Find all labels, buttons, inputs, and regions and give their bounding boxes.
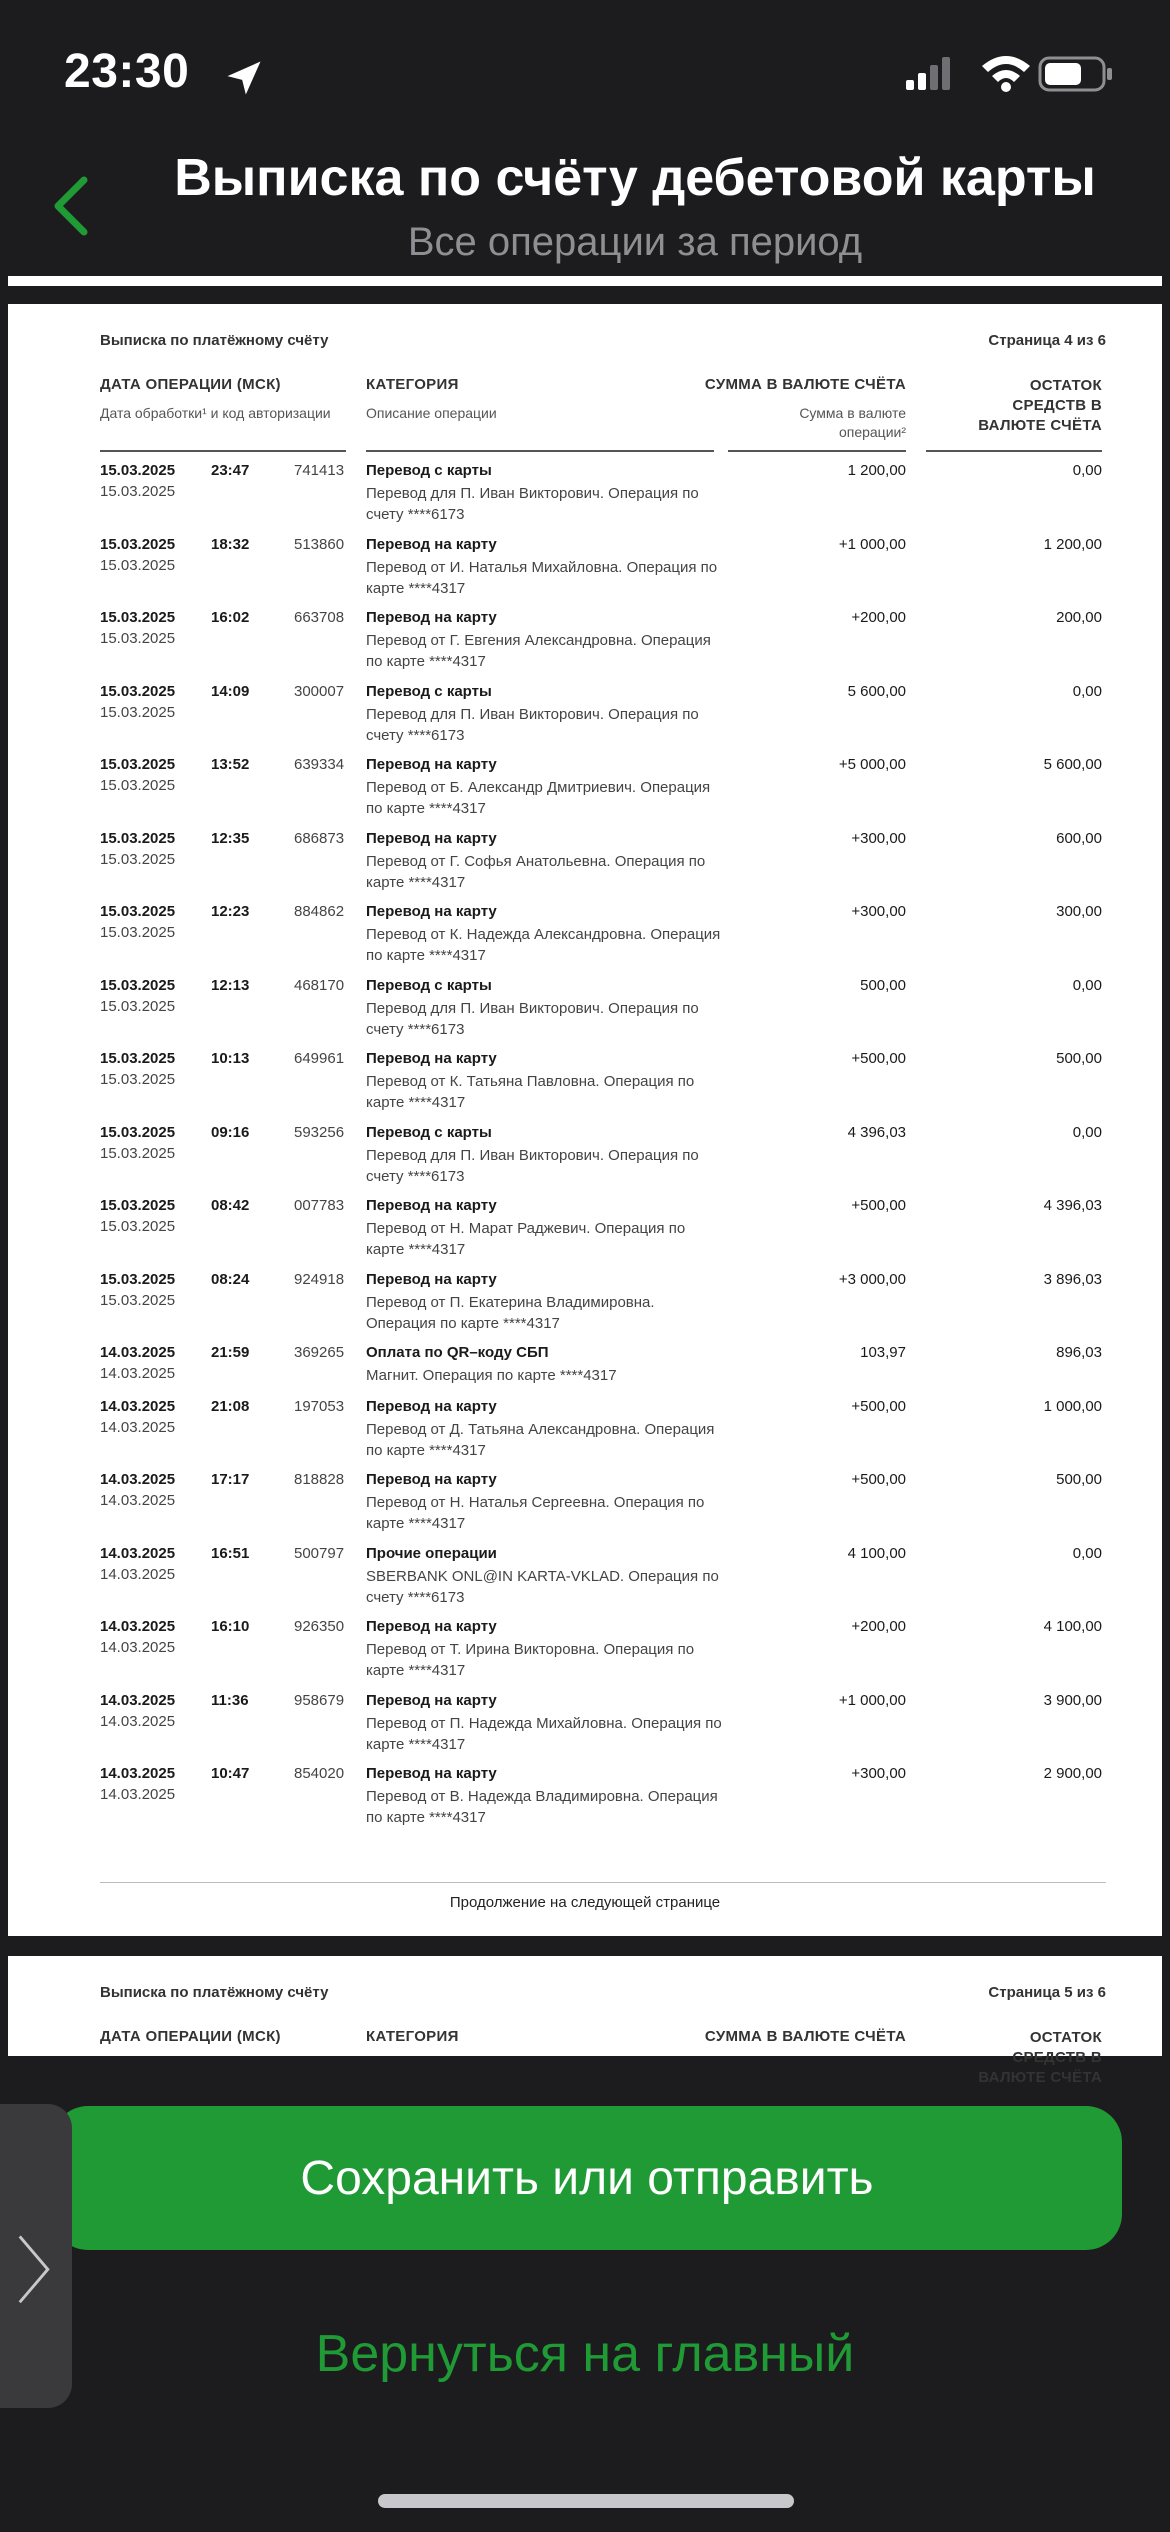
row-description: Перевод от Г. Софья Анатольевна. Операция по карте ****4317: [366, 852, 706, 891]
transaction-row: [8, 1050, 1162, 1124]
transaction-row: [8, 1692, 1162, 1766]
row-category: Перевод с карты: [366, 462, 492, 479]
row-category: Перевод на карту: [366, 609, 497, 626]
row-process-date: 15.03.2025: [100, 850, 176, 868]
row-time: 13:52: [211, 756, 250, 773]
row-time: 23:47: [211, 462, 250, 479]
status-time: 23:30: [64, 45, 190, 98]
save-or-send-button[interactable]: Сохранить или отправить: [52, 2106, 1122, 2250]
row-description: Перевод для П. Иван Викторович. Операция по счету ****6173: [366, 485, 699, 523]
row-category: Перевод на карту: [366, 1397, 497, 1415]
row-description: Перевод от Г. Евгения Александровна. Операция по карте ****4317: [366, 632, 711, 670]
row-amount: +500,00: [851, 1050, 906, 1067]
page-subtitle: Все операции за период: [407, 220, 863, 264]
row-auth-code: 639334: [294, 756, 345, 773]
home-indicator[interactable]: [378, 2494, 794, 2508]
row-amount: +300,00: [851, 903, 906, 920]
row-time: 16:51: [211, 1544, 250, 1562]
row-time: 16:10: [211, 1618, 250, 1635]
row-time: 12:23: [211, 903, 250, 920]
row-time: 10:13: [211, 1050, 250, 1067]
row-time: 16:02: [211, 609, 250, 626]
transaction-row: [8, 903, 1162, 977]
row-description: Перевод от П. Екатерина Владимировна. Операция по карте ****4317: [366, 1293, 655, 1332]
row-description: Магнит. Операция по карте ****4317: [366, 1367, 617, 1384]
row-auth-code: 468170: [294, 976, 345, 994]
row-category: Перевод с карты: [366, 682, 492, 700]
row-auth-code: 854020: [294, 1765, 345, 1782]
row-date: 14.03.2025: [100, 1471, 176, 1488]
row-description: Перевод от К. Надежда Александровна. Операция по карте ****4317: [366, 926, 721, 964]
doc2-page-number: Страница 5 из 6: [988, 1984, 1106, 2001]
row-balance: 0,00: [1072, 1544, 1102, 1562]
col-rule-balance: [926, 450, 1102, 452]
row-amount: +1 000,00: [838, 535, 906, 553]
col-subheader-date: Дата обработки¹ и код авторизации: [100, 405, 331, 421]
row-auth-code: 649961: [294, 1050, 345, 1067]
row-balance: 0,00: [1072, 976, 1102, 994]
back-to-home-link[interactable]: Вернуться на главный: [315, 2325, 855, 2383]
row-time: 11:36: [211, 1691, 249, 1709]
row-process-date: 14.03.2025: [100, 1365, 176, 1382]
row-category: Перевод на карту: [366, 1050, 497, 1067]
transaction-row: [8, 1765, 1162, 1839]
row-process-date: 15.03.2025: [100, 483, 176, 500]
row-time: 14:09: [211, 682, 250, 700]
battery-icon: [1038, 56, 1114, 92]
row-time: 18:32: [211, 535, 250, 553]
doc2-header-title: Выписка по платёжному счёту: [100, 1984, 329, 2001]
row-date: 14.03.2025: [100, 1765, 176, 1782]
row-category: Перевод на карту: [366, 535, 497, 553]
continued-note: Продолжение на следующей странице: [449, 1894, 721, 1911]
row-balance: 0,00: [1072, 682, 1102, 700]
row-auth-code: 197053: [294, 1397, 345, 1415]
row-time: 08:24: [211, 1270, 250, 1288]
doc2-col-header-balance: ОСТАТОК СРЕДСТВ В ВАЛЮТЕ СЧЁТА: [978, 2029, 1102, 2086]
row-description: Перевод от Д. Татьяна Александровна. Операция по карте ****4317: [366, 1420, 715, 1459]
row-category: Перевод на карту: [366, 829, 497, 847]
row-balance: 4 100,00: [1043, 1618, 1102, 1635]
footer-rule: [100, 1882, 1106, 1883]
col-subheader-category: Описание операции: [366, 405, 497, 421]
transaction-row: [8, 1124, 1162, 1198]
row-time: 08:42: [211, 1197, 250, 1214]
row-description: Перевод для П. Иван Викторович. Операция по счету ****6173: [366, 705, 699, 744]
row-category: Оплата по QR–коду СБП: [366, 1344, 549, 1361]
transaction-row: [8, 1545, 1162, 1619]
row-amount: 1 200,00: [847, 462, 906, 479]
doc2-col-header-date: ДАТА ОПЕРАЦИИ (МСК): [100, 2028, 281, 2045]
row-amount: +500,00: [851, 1197, 906, 1214]
row-description: Перевод от П. Надежда Михайловна. Операция по карте ****4317: [366, 1714, 722, 1753]
row-process-date: 15.03.2025: [100, 924, 176, 941]
row-process-date: 14.03.2025: [100, 1639, 176, 1656]
row-process-date: 15.03.2025: [100, 630, 176, 647]
row-process-date: 15.03.2025: [100, 1144, 176, 1162]
row-date: 14.03.2025: [100, 1544, 176, 1562]
row-date: 15.03.2025: [100, 1050, 176, 1067]
row-category: Перевод на карту: [366, 1197, 497, 1214]
row-time: 21:08: [211, 1397, 250, 1415]
col-header-amount: СУММА В ВАЛЮТЕ СЧЁТА: [704, 376, 906, 393]
row-description: Перевод от Б. Александр Дмитриевич. Операция по карте ****4317: [366, 779, 711, 817]
col-header-date: ДАТА ОПЕРАЦИИ (МСК): [100, 376, 281, 393]
row-description: Перевод от Т. Ирина Викторовна. Операция по карте ****4317: [366, 1641, 695, 1679]
row-date: 15.03.2025: [100, 1123, 176, 1141]
row-auth-code: 686873: [294, 829, 345, 847]
cellular-signal-icon: [904, 56, 954, 92]
row-category: Перевод на карту: [366, 756, 497, 773]
transaction-row: [8, 536, 1162, 610]
row-balance: 1 000,00: [1043, 1397, 1102, 1415]
row-description: SBERBANK ONL@IN KARTA-VKLAD. Операция по счету ****6173: [366, 1567, 719, 1606]
doc-header-title: Выписка по платёжному счёту: [100, 332, 329, 349]
row-process-date: 15.03.2025: [100, 777, 176, 794]
row-balance: 3 896,03: [1043, 1270, 1102, 1288]
row-description: Перевод от В. Надежда Владимировна. Операция по карте ****4317: [366, 1788, 718, 1826]
row-amount: +300,00: [851, 829, 906, 847]
row-description: Перевод от Н. Наталья Сергеевна. Операция по карте ****4317: [366, 1494, 705, 1532]
row-process-date: 15.03.2025: [100, 703, 176, 721]
wifi-icon: [978, 52, 1034, 92]
row-process-date: 14.03.2025: [100, 1786, 176, 1803]
row-amount: 103,97: [860, 1344, 906, 1361]
transaction-row: [8, 756, 1162, 830]
statement-page: [8, 304, 1162, 1936]
row-amount: +500,00: [851, 1471, 906, 1488]
row-time: 17:17: [211, 1471, 250, 1488]
col-rule-category: [366, 450, 714, 452]
row-process-date: 15.03.2025: [100, 1071, 176, 1088]
back-chevron-icon[interactable]: [48, 174, 96, 238]
row-time: 12:13: [211, 976, 250, 994]
row-balance: 0,00: [1072, 462, 1102, 479]
transaction-row: [8, 1618, 1162, 1692]
row-auth-code: 884862: [294, 903, 345, 920]
row-date: 15.03.2025: [100, 976, 176, 994]
row-time: 09:16: [211, 1123, 250, 1141]
doc-page-number: Страница 4 из 6: [988, 332, 1106, 349]
row-description: Перевод от И. Наталья Михайловна. Операция по карте ****4317: [366, 558, 718, 597]
row-description: Перевод для П. Иван Викторович. Операция по счету ****6173: [366, 1146, 699, 1185]
row-balance: 1 200,00: [1043, 535, 1102, 553]
location-arrow-icon: [222, 56, 266, 100]
row-date: 15.03.2025: [100, 1197, 176, 1214]
transaction-row: [8, 1197, 1162, 1271]
row-auth-code: 924918: [294, 1270, 345, 1288]
row-balance: 5 600,00: [1043, 756, 1102, 773]
row-balance: 2 900,00: [1043, 1765, 1102, 1782]
row-process-date: 14.03.2025: [100, 1565, 176, 1583]
row-amount: +200,00: [851, 609, 906, 626]
row-amount: +200,00: [851, 1618, 906, 1635]
row-date: 15.03.2025: [100, 756, 176, 773]
row-date: 15.03.2025: [100, 609, 176, 626]
row-description: Перевод от К. Татьяна Павловна. Операция по карте ****4317: [366, 1073, 695, 1111]
row-category: Перевод на карту: [366, 903, 497, 920]
row-auth-code: 926350: [294, 1618, 345, 1635]
row-process-date: 14.03.2025: [100, 1712, 176, 1730]
row-auth-code: 818828: [294, 1471, 345, 1488]
row-amount: +5 000,00: [838, 756, 906, 773]
row-auth-code: 300007: [294, 682, 345, 700]
row-date: 15.03.2025: [100, 682, 176, 700]
row-process-date: 15.03.2025: [100, 556, 176, 574]
row-balance: 500,00: [1056, 1471, 1102, 1488]
row-auth-code: 500797: [294, 1544, 345, 1562]
row-balance: 600,00: [1056, 829, 1102, 847]
col-header-category: КАТЕГОРИЯ: [366, 376, 459, 393]
row-process-date: 15.03.2025: [100, 1218, 176, 1235]
row-auth-code: 007783: [294, 1197, 345, 1214]
transaction-row: [8, 830, 1162, 904]
chevron-right-icon: 〉: [16, 2233, 89, 2313]
doc2-col-header-category: КАТЕГОРИЯ: [366, 2028, 459, 2045]
row-category: Перевод на карту: [366, 1691, 497, 1709]
row-time: 10:47: [211, 1765, 250, 1782]
row-date: 15.03.2025: [100, 903, 176, 920]
row-amount: 4 396,03: [847, 1123, 906, 1141]
row-date: 15.03.2025: [100, 462, 176, 479]
row-date: 14.03.2025: [100, 1691, 176, 1709]
row-category: Перевод на карту: [366, 1618, 497, 1635]
transaction-row: [8, 1271, 1162, 1345]
row-amount: +3 000,00: [838, 1270, 906, 1288]
transaction-row: [8, 977, 1162, 1051]
row-category: Перевод на карту: [366, 1471, 497, 1488]
row-date: 14.03.2025: [100, 1397, 176, 1415]
row-amount: +1 000,00: [838, 1691, 906, 1709]
col-rule-date: [100, 450, 346, 452]
row-balance: 3 900,00: [1043, 1691, 1102, 1709]
transaction-row: [8, 1471, 1162, 1545]
row-balance: 896,03: [1056, 1344, 1102, 1361]
row-amount: +500,00: [851, 1397, 906, 1415]
row-description: Перевод от Н. Марат Раджевич. Операция по карте ****4317: [366, 1220, 686, 1258]
row-date: 14.03.2025: [100, 1344, 176, 1361]
row-balance: 300,00: [1056, 903, 1102, 920]
row-date: 14.03.2025: [100, 1618, 176, 1635]
row-category: Перевод на карту: [366, 1765, 497, 1782]
row-process-date: 14.03.2025: [100, 1418, 176, 1436]
doc2-col-header-amount: СУММА В ВАЛЮТЕ СЧЁТА: [704, 2028, 906, 2045]
transaction-row: [8, 683, 1162, 757]
row-auth-code: 663708: [294, 609, 345, 626]
row-process-date: 15.03.2025: [100, 1291, 176, 1309]
page-title: Выписка по счёту дебетовой карты: [174, 149, 1096, 207]
row-balance: 4 396,03: [1043, 1197, 1102, 1214]
col-rule-amount: [728, 450, 906, 452]
row-auth-code: 513860: [294, 535, 345, 553]
row-process-date: 15.03.2025: [100, 997, 176, 1015]
col-subheader-amount: Сумма в валюте операции²: [799, 405, 906, 440]
row-balance: 0,00: [1072, 1123, 1102, 1141]
top-divider: [8, 276, 1162, 286]
row-category: Перевод на карту: [366, 1270, 497, 1288]
row-category: Прочие операции: [366, 1544, 497, 1562]
row-amount: 4 100,00: [847, 1544, 906, 1562]
row-amount: +300,00: [851, 1765, 906, 1782]
row-auth-code: 593256: [294, 1123, 345, 1141]
row-category: Перевод с карты: [366, 976, 492, 994]
transaction-row: [8, 462, 1162, 536]
row-auth-code: 369265: [294, 1344, 345, 1361]
row-date: 15.03.2025: [100, 535, 176, 553]
row-process-date: 14.03.2025: [100, 1492, 176, 1509]
row-date: 15.03.2025: [100, 829, 176, 847]
row-time: 21:59: [211, 1344, 250, 1361]
row-auth-code: 958679: [294, 1691, 345, 1709]
transaction-row: [8, 1398, 1162, 1472]
row-date: 15.03.2025: [100, 1270, 176, 1288]
row-description: Перевод для П. Иван Викторович. Операция по счету ****6173: [366, 999, 699, 1038]
row-amount: 500,00: [860, 976, 906, 994]
row-category: Перевод с карты: [366, 1123, 492, 1141]
statement-next-page: [8, 1956, 1162, 2086]
row-balance: 500,00: [1056, 1050, 1102, 1067]
row-auth-code: 741413: [294, 462, 345, 479]
row-balance: 200,00: [1056, 609, 1102, 626]
col-header-balance: ОСТАТОК СРЕДСТВ В ВАЛЮТЕ СЧЁТА: [978, 377, 1102, 434]
row-amount: 5 600,00: [847, 682, 906, 700]
transaction-row: [8, 609, 1162, 683]
row-time: 12:35: [211, 829, 250, 847]
